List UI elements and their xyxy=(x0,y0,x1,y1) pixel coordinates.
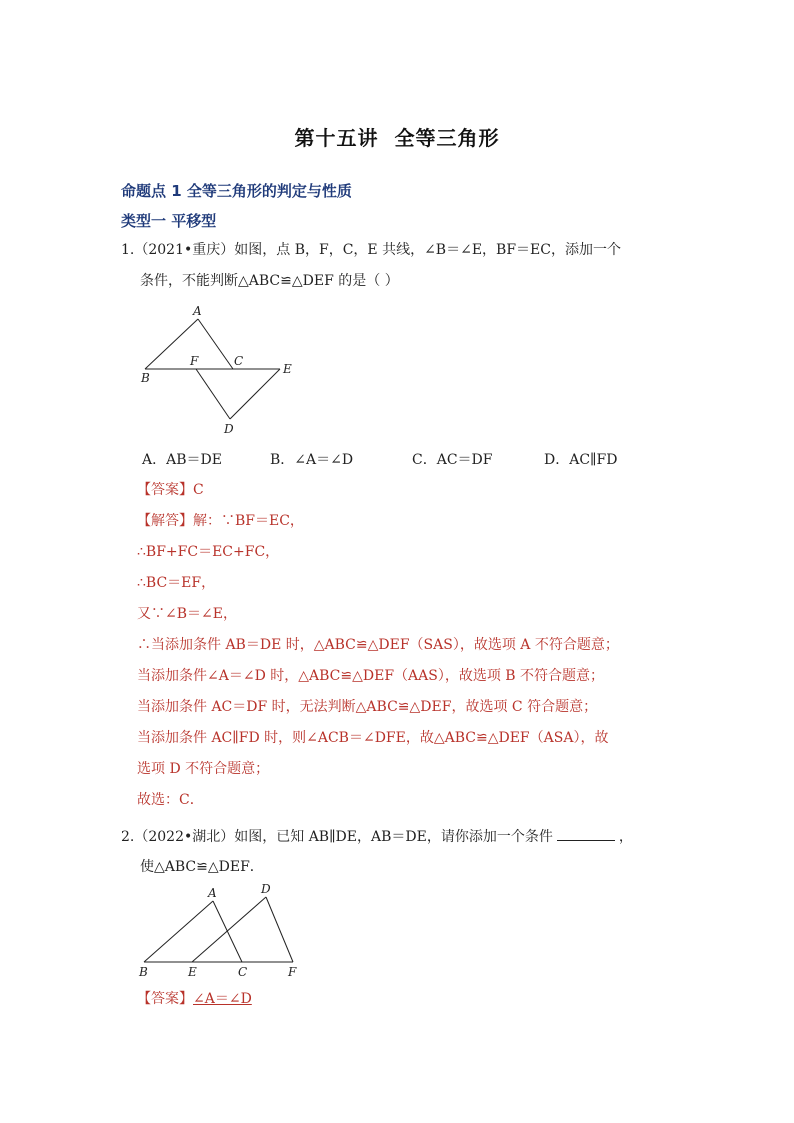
q1-step-4: ∴当添加条件 AB＝DE 时，△ABC≌△DEF（SAS），故选项 A 不符合题意； xyxy=(137,637,619,653)
q2-figure xyxy=(130,880,330,985)
q1-label-d: D xyxy=(224,422,234,436)
q2-label-b: B xyxy=(139,965,148,979)
q2-answer-value: ∠A＝∠D xyxy=(193,991,252,1007)
q1-step-5: 当添加条件∠A＝∠D 时，△ABC≌△DEF（AAS），故选项 B 不符合题意； xyxy=(137,668,605,684)
type-heading: 类型一 平移型 xyxy=(121,212,217,230)
q1-step-2: ∴BC＝EF， xyxy=(137,575,216,591)
q1-analysis-tag: 【解答】 xyxy=(137,513,193,529)
q2-label-f: F xyxy=(288,965,297,979)
q1-step-3: 又∵∠B＝∠E， xyxy=(137,606,237,622)
q1-option-b[interactable]: B．∠A＝∠D xyxy=(270,452,354,468)
q1-step-7: 当添加条件 AC∥FD 时，则∠ACB＝∠DFE，故△ABC≌△DEF（ASA），故 xyxy=(137,730,609,746)
lecture-topic: 全等三角形 xyxy=(394,126,500,150)
q1-step-1: ∴BF+FC＝EC+FC， xyxy=(137,544,280,560)
q2-answer xyxy=(137,989,252,1009)
q2-stem-end: ， xyxy=(618,829,633,845)
q1-label-b: B xyxy=(141,371,150,385)
q2-label-c: C xyxy=(238,965,248,979)
page-title xyxy=(0,122,794,151)
q2-stem-text: 2.（2022•湖北）如图，已知 AB∥DE，AB＝DE，请你添加一个条件 xyxy=(121,829,553,845)
q2-label-e: E xyxy=(188,965,197,979)
q1-label-f: F xyxy=(190,354,199,368)
q1-label-a: A xyxy=(193,304,202,318)
q1-answer-value: C xyxy=(193,482,204,498)
q2-stem-line1 xyxy=(121,826,633,847)
q1-label-c: C xyxy=(234,354,244,368)
q2-label-a: A xyxy=(208,886,217,900)
q1-option-c[interactable]: C．AC＝DF xyxy=(412,452,493,468)
q2-answer-blank[interactable] xyxy=(557,826,615,841)
q1-option-d[interactable]: D．AC∥FD xyxy=(544,452,618,468)
q1-answer xyxy=(137,480,204,500)
lecture-number: 第十五讲 xyxy=(294,126,379,150)
q1-figure xyxy=(130,300,310,440)
q2-label-d: D xyxy=(261,882,271,896)
q1-stem-line2: 条件，不能判断△ABC≌△DEF 的是（ ） xyxy=(140,273,399,289)
q1-label-e: E xyxy=(283,362,292,376)
q1-step-6: 当添加条件 AC＝DF 时，无法判断△ABC≌△DEF，故选项 C 符合题意； xyxy=(137,699,598,715)
q2-stem-line2: 使△ABC≌△DEF． xyxy=(140,859,264,875)
q1-option-a[interactable]: A．AB＝DE xyxy=(142,452,222,468)
q1-analysis-first: 解：∵BF＝EC， xyxy=(193,513,304,529)
q1-step-9: 故选：C． xyxy=(137,792,204,808)
q1-options xyxy=(142,450,617,470)
q1-step-8: 选项 D 不符合题意； xyxy=(137,761,270,777)
q1-analysis xyxy=(137,511,304,531)
q2-answer-tag: 【答案】 xyxy=(137,991,193,1007)
q1-stem-line1: 1.（2021•重庆）如图，点 B，F，C，E 共线，∠B＝∠E，BF＝EC，添加一个 xyxy=(121,242,621,258)
section-heading: 命题点 1 全等三角形的判定与性质 xyxy=(121,182,352,200)
q1-answer-tag: 【答案】 xyxy=(137,482,193,498)
